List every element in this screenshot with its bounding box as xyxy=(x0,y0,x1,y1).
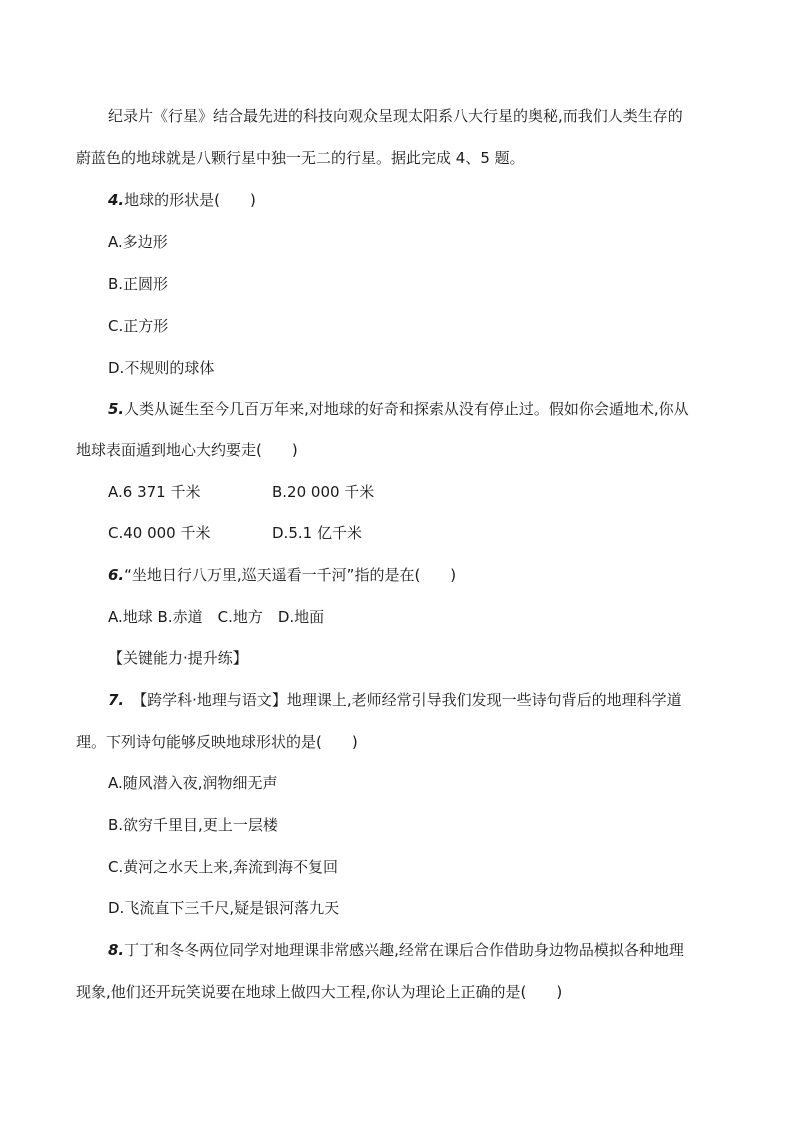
question-stem: 丁丁和冬冬两位同学对地理课非常感兴趣,经常在课后合作借助身边物品模拟各种地理 xyxy=(124,941,684,959)
q5-stem-line-2: 地球表面遁到地心大约要走( ) xyxy=(76,441,298,459)
q4-option-c: C.正方形 xyxy=(108,317,169,335)
q5-option-b: B.20 000 千米 xyxy=(272,483,375,501)
question-7 xyxy=(108,690,682,710)
q7-option-d: D.飞流直下三千尺,疑是银河落九天 xyxy=(108,899,340,917)
question-6 xyxy=(108,565,456,585)
q8-stem-line-2: 现象,他们还开玩笑说要在地球上做四大工程,你认为理论上正确的是( ) xyxy=(76,983,563,1001)
q7-stem-line-2: 理。下列诗句能够反映地球形状的是( ) xyxy=(76,733,358,751)
question-stem: 人类从诞生至今几百万年来,对地球的好奇和探索从没有停止过。假如你会遁地术,你从 xyxy=(124,400,689,418)
q7-option-b: B.欲穷千里目,更上一层楼 xyxy=(108,816,278,834)
q4-option-b: B.正圆形 xyxy=(108,275,169,293)
q5-option-a: A.6 371 千米 xyxy=(108,483,201,501)
q6-options: A.地球 B.赤道 C.地方 D.地面 xyxy=(108,608,325,626)
question-number: 6. xyxy=(108,566,125,584)
question-stem: 地球的形状是( ) xyxy=(124,191,256,209)
q7-option-c: C.黄河之水天上来,奔流到海不复回 xyxy=(108,858,339,876)
question-number: 4. xyxy=(108,191,125,209)
question-4 xyxy=(108,190,256,210)
question-8 xyxy=(108,940,684,960)
intro-line-1: 纪录片《行星》结合最先进的科技向观众呈现太阳系八大行星的奥秘,而我们人类生存的 xyxy=(108,107,683,125)
q5-option-c: C.40 000 千米 xyxy=(108,524,211,542)
question-5 xyxy=(108,399,689,419)
question-number: 8. xyxy=(108,941,125,959)
q7-option-a: A.随风潜入夜,润物细无声 xyxy=(108,774,278,792)
intro-line-2: 蔚蓝色的地球就是八颗行星中独一无二的行星。据此完成 4、5 题。 xyxy=(76,149,525,167)
question-stem: 【跨学科·地理与语文】地理课上,老师经常引导我们发现一些诗句背后的地理科学道 xyxy=(132,691,682,709)
section-heading: 【关键能力·提升练】 xyxy=(108,649,248,667)
q4-option-a: A.多边形 xyxy=(108,233,168,251)
q5-option-d: D.5.1 亿千米 xyxy=(272,524,362,542)
question-number: 5. xyxy=(108,400,125,418)
question-number: 7. xyxy=(108,691,125,709)
q4-option-d: D.不规则的球体 xyxy=(108,359,215,377)
question-stem: “坐地日行八万里,巡天遥看一千河”指的是在( ) xyxy=(124,566,457,584)
